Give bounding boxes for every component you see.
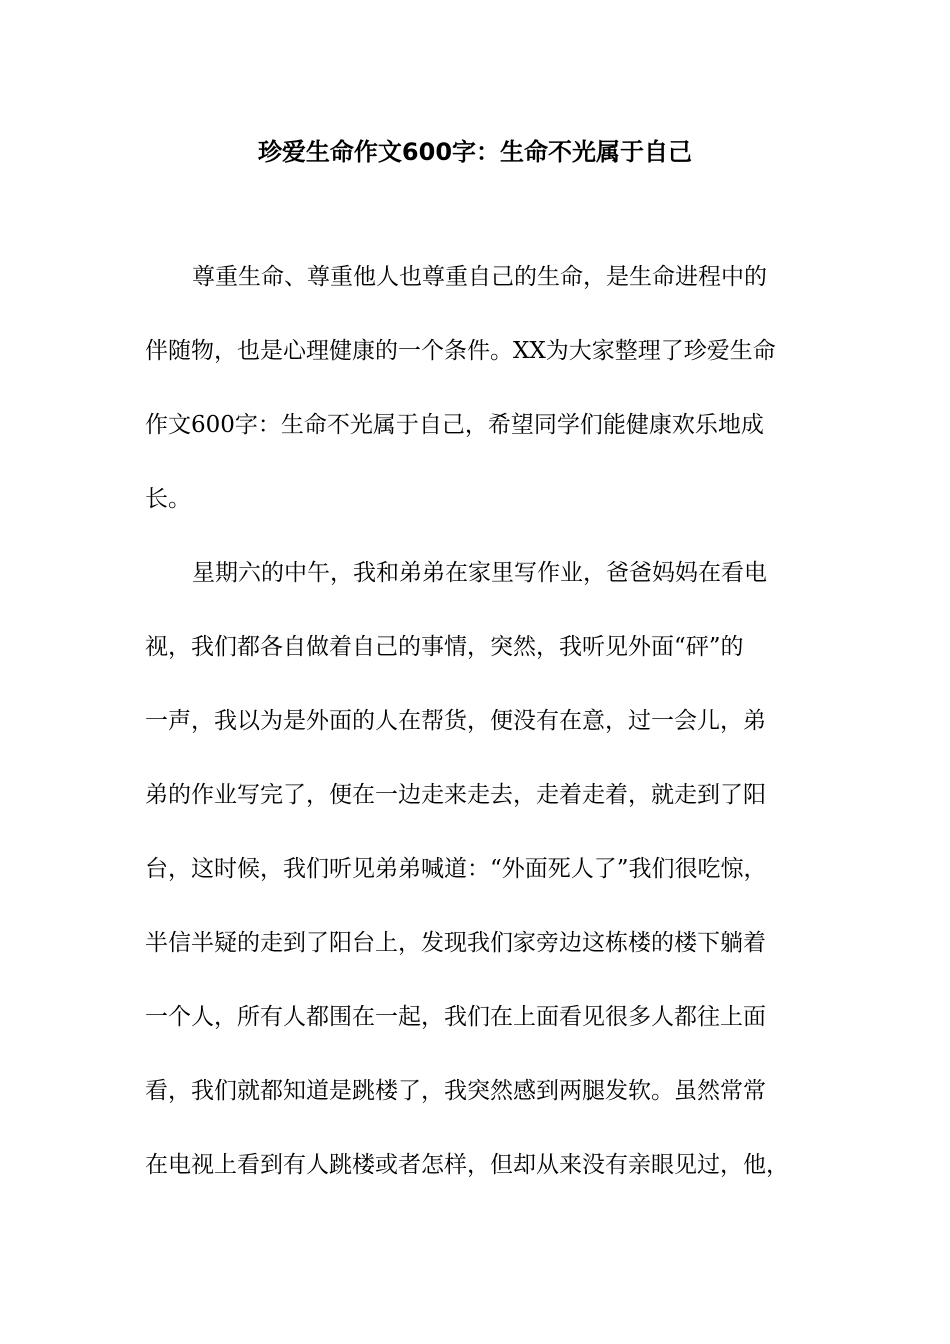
paragraph-line: 星期六的中午，我和弟弟在家里写作业，爸爸妈妈在看电	[192, 560, 767, 586]
paragraph-line: 半信半疑的走到了阳台上，发现我们家旁边这栋楼的楼下躺着	[145, 930, 766, 956]
paragraph-line: 台，这时候，我们听见弟弟喊道：“外面死人了”我们很吃惊，	[145, 856, 767, 882]
paragraph-line: 视，我们都各自做着自己的事情，突然，我听见外面“砰”的	[145, 634, 744, 660]
paragraph-line: 伴随物，也是心理健康的一个条件。XX为大家整理了珍爱生命	[145, 338, 776, 364]
document-title: 珍爱生命作文600字：生命不光属于自己	[257, 138, 693, 166]
document-body	[145, 258, 805, 1220]
paragraph-line: 一声，我以为是外面的人在帮货，便没有在意，过一会儿，弟	[145, 708, 766, 734]
paragraph-line: 在电视上看到有人跳楼或者怎样，但却从来没有亲眼见过，他，	[145, 1152, 789, 1178]
paragraph-line: 长。	[145, 486, 191, 512]
paragraph-line: 看，我们就都知道是跳楼了，我突然感到两腿发软。虽然常常	[145, 1078, 766, 1104]
paragraph-line: 弟的作业写完了，便在一边走来走去，走着走着，就走到了阳	[145, 782, 766, 808]
paragraph-line: 一个人，所有人都围在一起，我们在上面看见很多人都往上面	[145, 1004, 766, 1030]
paragraph-line: 作文600字：生命不光属于自己，希望同学们能健康欢乐地成	[145, 412, 764, 438]
paragraph-line: 尊重生命、尊重他人也尊重自己的生命，是生命进程中的	[192, 264, 767, 290]
